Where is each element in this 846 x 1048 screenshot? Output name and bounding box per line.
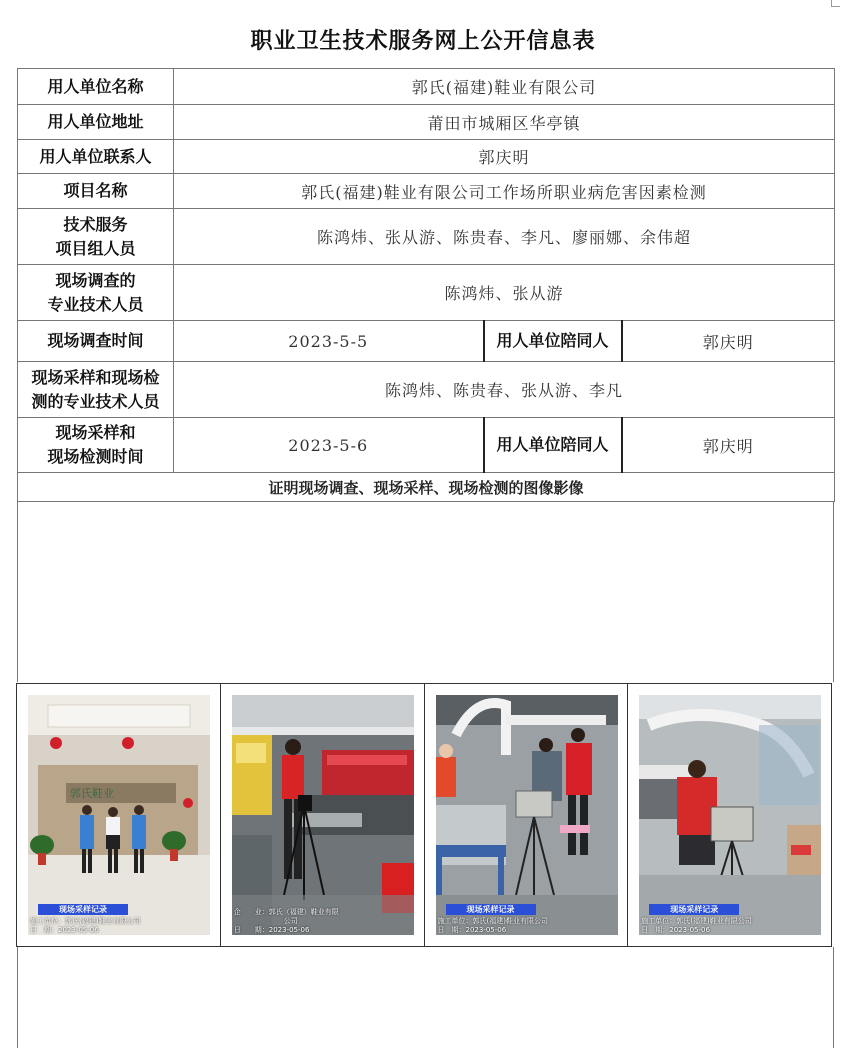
employer-contact-label: 用人单位联系人 <box>18 140 174 174</box>
photo-cell-2 <box>221 684 425 946</box>
photo-2-watermark <box>232 908 414 935</box>
row-team <box>18 209 835 265</box>
survey-time-value: 2023-5-5 <box>174 321 484 362</box>
survey-staff-label-line2: 专业技术人员 <box>47 294 144 314</box>
sampling-time-label <box>18 418 174 473</box>
photo-cell-1 <box>17 684 221 946</box>
employer-name-label: 用人单位名称 <box>18 69 174 105</box>
photo-3-watermark-company: 施工单位：郭氏(福建)鞋业有限公司 <box>437 917 548 925</box>
photo-workshop <box>232 695 414 935</box>
row-sampling-staff <box>18 362 835 418</box>
sampling-escort-value: 郭庆明 <box>622 418 835 473</box>
photo-lower-blank-area <box>17 947 834 1048</box>
svg-text:郭氏鞋业: 郭氏鞋业 <box>70 787 114 800</box>
photo-1-watermark-date: 日 期：2023-05-06 <box>30 926 99 934</box>
photo-3-watermark <box>436 904 618 935</box>
section-header: 证明现场调查、现场采样、现场检测的图像影像 <box>18 473 835 502</box>
row-employer-address <box>18 105 835 140</box>
sampling-time-label-line1: 现场采样和 <box>55 423 136 442</box>
sampling-time-label-line2: 现场检测时间 <box>47 447 144 466</box>
survey-staff-label <box>18 265 174 321</box>
photo-lobby <box>28 695 210 935</box>
sampling-staff-label <box>18 362 174 418</box>
survey-escort-label: 用人单位陪同人 <box>484 321 622 362</box>
survey-staff-value: 陈鸿炜、张从游 <box>174 265 835 321</box>
sampling-staff-label-line2: 测的专业技术人员 <box>31 391 160 411</box>
employer-contact-value: 郭庆明 <box>174 140 835 174</box>
employer-name-value: 郭氏(福建)鞋业有限公司 <box>174 69 835 105</box>
photo-sampling-2-image <box>639 695 821 935</box>
team-value: 陈鸿炜、张从游、陈贵春、李凡、廖丽娜、余伟超 <box>174 209 835 265</box>
project-name-label: 项目名称 <box>18 174 174 209</box>
photo-4-watermark <box>639 904 821 935</box>
employer-address-label: 用人单位地址 <box>18 105 174 140</box>
photo-sampling-2 <box>639 695 821 935</box>
photo-1-watermark-company: 施工单位：郭氏(福建)鞋业有限公司 <box>30 917 141 925</box>
corner-mark <box>831 0 840 7</box>
photo-workshop-image <box>232 695 414 935</box>
survey-escort-value: 郭庆明 <box>622 321 835 362</box>
row-survey-time <box>18 321 835 362</box>
photo-lobby-image <box>28 695 210 935</box>
page-title: 职业卫生技术服务网上公开信息表 <box>250 29 596 54</box>
team-label-line1: 技术服务 <box>63 214 128 234</box>
sampling-staff-label-line1: 现场采样和现场检 <box>31 367 160 387</box>
row-section-header <box>18 473 835 502</box>
photo-4-watermark-company: 施工单位：郭氏(福建)鞋业有限公司 <box>641 917 752 925</box>
row-sampling-time <box>18 418 835 473</box>
survey-time-label: 现场调查时间 <box>18 321 174 362</box>
project-name-value: 郭氏(福建)鞋业有限公司工作场所职业病危害因素检测 <box>174 174 835 209</box>
employer-address-value: 莆田市城厢区华亭镇 <box>174 105 835 140</box>
photo-sampling-1 <box>436 695 618 935</box>
photo-cell-3 <box>425 684 629 946</box>
photo-cell-4 <box>628 684 831 946</box>
row-project-name <box>18 174 835 209</box>
team-label <box>18 209 174 265</box>
team-label-line2: 项目组人员 <box>55 238 136 258</box>
sampling-time-value: 2023-5-6 <box>174 418 484 473</box>
photo-3-watermark-title: 现场采样记录 <box>446 904 536 915</box>
photo-4-watermark-date: 日 期：2023-05-06 <box>641 926 710 934</box>
photo-1-watermark-title: 现场采样记录 <box>38 904 128 915</box>
sampling-escort-label: 用人单位陪同人 <box>484 418 622 473</box>
row-survey-staff <box>18 265 835 321</box>
photo-sampling-1-image <box>436 695 618 935</box>
row-employer-contact <box>18 140 835 174</box>
survey-staff-label-line1: 现场调查的 <box>55 270 136 290</box>
info-table <box>17 68 835 502</box>
photo-2-watermark-company-cont: 公司 <box>283 917 298 925</box>
photo-1-watermark <box>28 904 210 935</box>
row-employer-name <box>18 69 835 105</box>
photo-4-watermark-title: 现场采样记录 <box>649 904 739 915</box>
photo-blank-area <box>17 502 834 682</box>
photo-row <box>16 683 832 947</box>
photo-2-watermark-company: 企 业：郭氏（福建）鞋业有限 <box>233 908 339 916</box>
sampling-staff-value: 陈鸿炜、陈贵春、张从游、李凡 <box>174 362 835 418</box>
photo-3-watermark-date: 日 期：2023-05-06 <box>437 926 507 934</box>
photo-2-watermark-date: 日 期：2023-05-06 <box>233 926 310 934</box>
